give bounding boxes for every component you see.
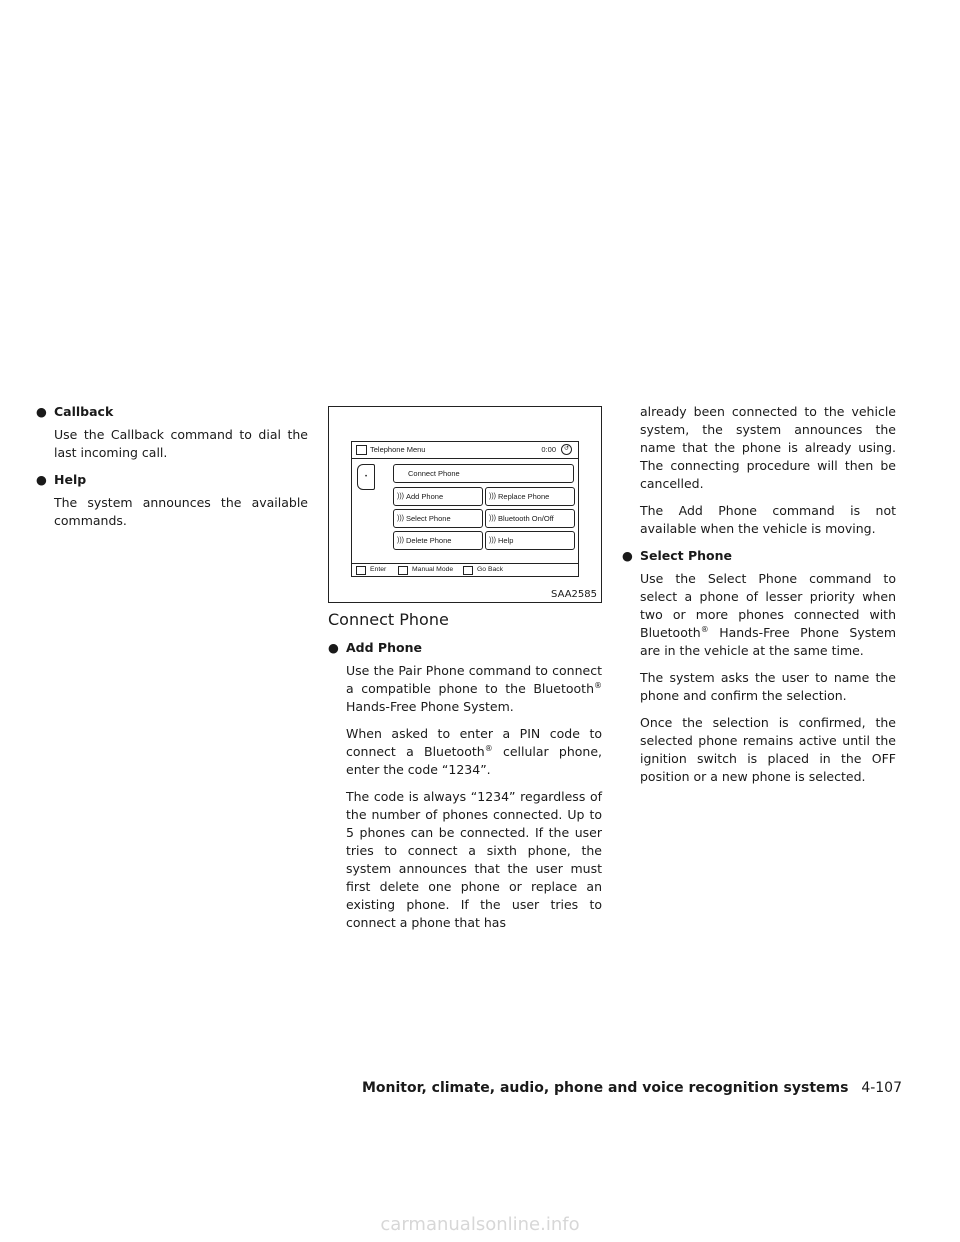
add-phone-text-1: Use the Pair Phone command to connect a compatible phone to the Bluetooth® Hands-Free Phone System. [346, 663, 602, 714]
left-column [36, 403, 308, 539]
voice-head-icon: • [357, 464, 375, 490]
bullet-icon: ● [328, 640, 339, 655]
screen-time: 0:00 [541, 445, 556, 454]
right-text-2: The Add Phone command is not available when the vehicle is moving. [640, 503, 896, 536]
voice-icon: ))) [397, 515, 404, 522]
go-back-icon [463, 566, 473, 575]
select-phone-button: ))) Select Phone [393, 509, 483, 528]
select-phone-text-1: Use the Select Phone command to select a phone of lesser priority when two or more phones connected with Bluetooth® Hands-Free Phone System are in the vehicle at the same time. [640, 571, 896, 658]
select-phone-text-2: The system asks the user to name the phone and confirm the selection. [640, 670, 896, 703]
telephone-menu-figure [328, 406, 602, 603]
callback-heading: ● Callback [36, 404, 114, 419]
bullet-icon: ● [36, 472, 47, 487]
add-phone-button: ))) Add Phone [393, 487, 483, 506]
voice-icon: ))) [489, 537, 496, 544]
bullet-icon: ● [36, 404, 47, 419]
add-phone-text-3: The code is always “1234” regardless of the number of phones connected. Up to 5 phones can be connected. If the user tries to connect a sixth phone, the system announces that the user must first delete one phone or replace an existing phone. If the user tries to connect a phone that has [346, 789, 602, 930]
phone-icon [356, 445, 367, 455]
screen-titlebar [352, 442, 578, 459]
voice-icon: ))) [489, 493, 496, 500]
enter-label: Enter [370, 566, 387, 573]
page-footer [362, 1080, 902, 1096]
page-number: 4-107 [861, 1080, 902, 1096]
help-button: ))) Help [485, 531, 575, 550]
screen-bottom-bar [352, 563, 578, 576]
figure-caption: SAA2585 [551, 589, 597, 600]
manual-mode-label: Manual Mode [412, 566, 454, 573]
right-column [622, 403, 896, 795]
right-text-1: already been connected to the vehicle system, the system announces the name that the phone is already using. The connecting procedure will then be cancelled. [640, 404, 896, 491]
select-phone-heading: ● Select Phone [622, 548, 733, 563]
bullet-icon: ● [622, 548, 633, 563]
add-phone-text-2: When asked to enter a PIN code to connect a Bluetooth® cellular phone, enter the code “1234”. [346, 726, 602, 777]
help-heading: ● Help [36, 472, 87, 487]
back-icon: ↺ [561, 444, 572, 455]
voice-icon: ))) [397, 537, 404, 544]
telephone-menu-screen [351, 441, 579, 577]
screen-title: Telephone Menu [370, 445, 426, 454]
go-back-label: Go Back [477, 566, 504, 573]
help-text: The system announces the available commands. [54, 495, 308, 528]
select-phone-text-3: Once the selection is confirmed, the selected phone remains active until the ignition switch is placed in the OFF position or a new phone is selected. [640, 715, 896, 784]
delete-phone-button: ))) Delete Phone [393, 531, 483, 550]
enter-icon [356, 566, 366, 575]
callback-text: Use the Callback command to dial the last incoming call. [54, 427, 308, 460]
section-heading: Connect Phone [328, 610, 449, 629]
middle-column [328, 609, 602, 941]
manual-mode-icon [398, 566, 408, 575]
replace-phone-button: ))) Replace Phone [485, 487, 575, 506]
section-title: Monitor, climate, audio, phone and voice recognition systems [361, 1080, 849, 1096]
watermark: carmanualsonline.info [380, 1214, 580, 1235]
connect-phone-button: Connect Phone [393, 464, 574, 483]
add-phone-heading: ● Add Phone [328, 640, 422, 655]
voice-icon: ))) [489, 515, 496, 522]
bluetooth-button: ))) Bluetooth On/Off [485, 509, 575, 528]
voice-icon: ))) [397, 493, 404, 500]
